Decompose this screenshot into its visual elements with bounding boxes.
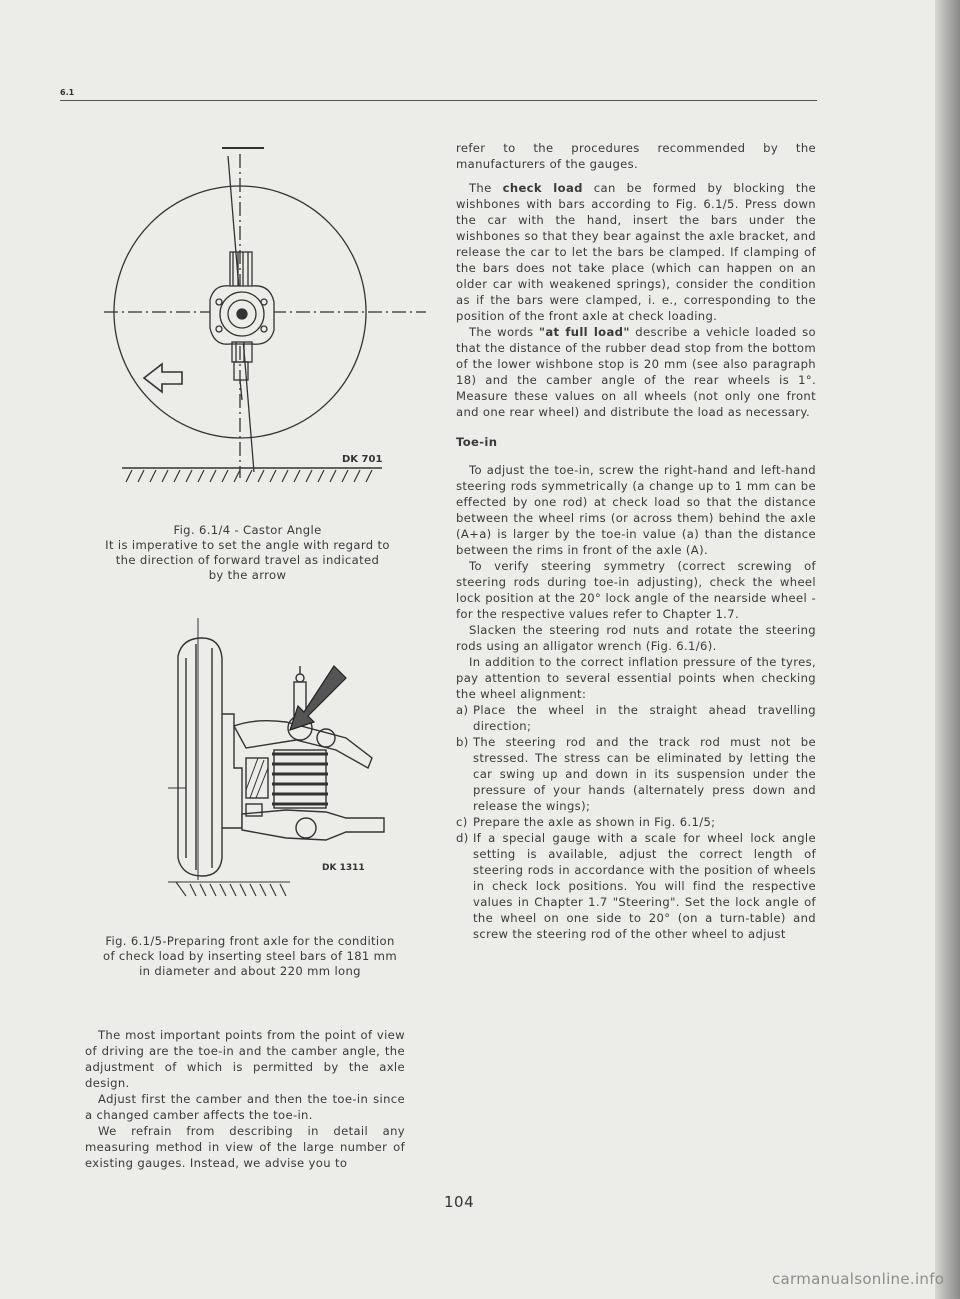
checklist [456, 702, 816, 942]
page-number: 104 [444, 1193, 475, 1211]
section-heading: Toe-in [456, 435, 498, 449]
caption-line: in diameter and about 220 mm long [139, 964, 361, 978]
paragraph: We refrain from describing in detail any measuring method in view of the large number of existing gauges. Instead, we advise you to [85, 1124, 405, 1170]
paragraph: To adjust the toe-in, screw the right-hand and left-hand steering rods symmetrically (a change up to 1 mm can be effected by one rod) at check load so that the distance between the wheel rims (or across them) behind the axle (A+a) is larger by the toe-in value (a) than the distance between the rims in front of the axle (A). [456, 463, 816, 557]
paragraph: refer to the procedures recommended by the manufacturers of the gauges. [456, 141, 816, 171]
list-item: d) If a special gauge with a scale for wheel lock angle setting is available, adjust the correct length of steering rods in accordance with the position of wheels in check lock positions. You will find the respective values in Chapter 1.7 "Steering". Set the lock angle of the wheel on one side to 20° (on a turn-table) and screw the steering rod of the other wheel to adjust [456, 831, 816, 941]
list-item: b) The steering rod and the track rod must not be stressed. The stress can be eliminated by letting the car swing up and down in its suspension under the pressure of your hands (alternately press down and release the wings); [456, 735, 816, 813]
caption-line: It is imperative to set the angle with regard to [105, 538, 390, 552]
caption-line: by the arrow [208, 568, 287, 582]
fig2-caption [76, 934, 424, 979]
caption-line: Fig. 6.1/5-Preparing front axle for the condition [105, 934, 395, 948]
front-axle-figure [146, 618, 386, 908]
paragraph: Slacken the steering rod nuts and rotate the steering rods using an alligator wrench (Fig. 6.1/6). [456, 623, 816, 653]
coil-spring [272, 750, 328, 808]
paragraph: To verify steering symmetry (correct screwing of steering rods during toe-in adjusting), check the wheel lock position at the 20° lock angle of the nearside wheel - for the respective values refer to Chapter 1.7. [456, 559, 816, 621]
figure-code: DK 1311 [322, 863, 365, 873]
figure-code: DK 701 [342, 454, 383, 465]
direction-arrow [144, 364, 182, 392]
scan-edge-shadow [935, 0, 960, 1299]
paragraph: In addition to the correct inflation pressure of the tyres, pay attention to several essential points when checking the wheel alignment: [456, 655, 816, 701]
paragraph: The check load can be formed by blocking the wishbones with bars according to Fig. 6.1/5. Press down the car with the hand, insert the bars under the wishbones so that they bear against the axle bracket, and release the car to let the bars be clamped. If clamping of the bars does not take place (which can happen on an older car with weakened springs), consider the condition as if the bars were clamped, i. e., corresponding to the position of the front axle at check loading. [456, 181, 816, 323]
paragraph: The most important points from the point of view of driving are the toe-in and the camber angle, the adjustment of which is permitted by the axle design. [85, 1028, 405, 1090]
watermark: carmanualsonline.info [772, 1270, 945, 1288]
caption-line: the direction of forward travel as indicated [115, 553, 380, 567]
bold-term: check load [502, 181, 583, 195]
tyre-outline [178, 638, 222, 876]
caption-line: Fig. 6.1/4 - Castor Angle [173, 523, 322, 537]
list-item: c) Prepare the axle as shown in Fig. 6.1/5; [456, 815, 716, 829]
bold-term: "at full load" [538, 325, 630, 339]
pointer-arrow [290, 666, 346, 730]
section-number: 6.1 [60, 88, 75, 97]
paragraph: The words "at full load" describe a vehicle loaded so that the distance of the rubber dead stop from the bottom of the lower wishbone stop is 20 mm (see also paragraph 18) and the camber angle of the rear wheels is 1°. Measure these values on all wheels (not only one front and one rear wheel) and distribute the load as necessary. [456, 325, 816, 419]
paragraph: Adjust first the camber and then the toe-in since a changed camber affects the toe-in. [85, 1092, 405, 1122]
castor-angle-figure [104, 142, 436, 502]
fig1-caption [80, 523, 415, 583]
left-column-text [85, 1027, 405, 1171]
list-item: a) Place the wheel in the straight ahead travelling direction; [456, 703, 816, 733]
header-rule [60, 100, 817, 101]
right-column-text [456, 140, 816, 942]
caption-line: of check load by inserting steel bars of 181 mm [103, 949, 397, 963]
